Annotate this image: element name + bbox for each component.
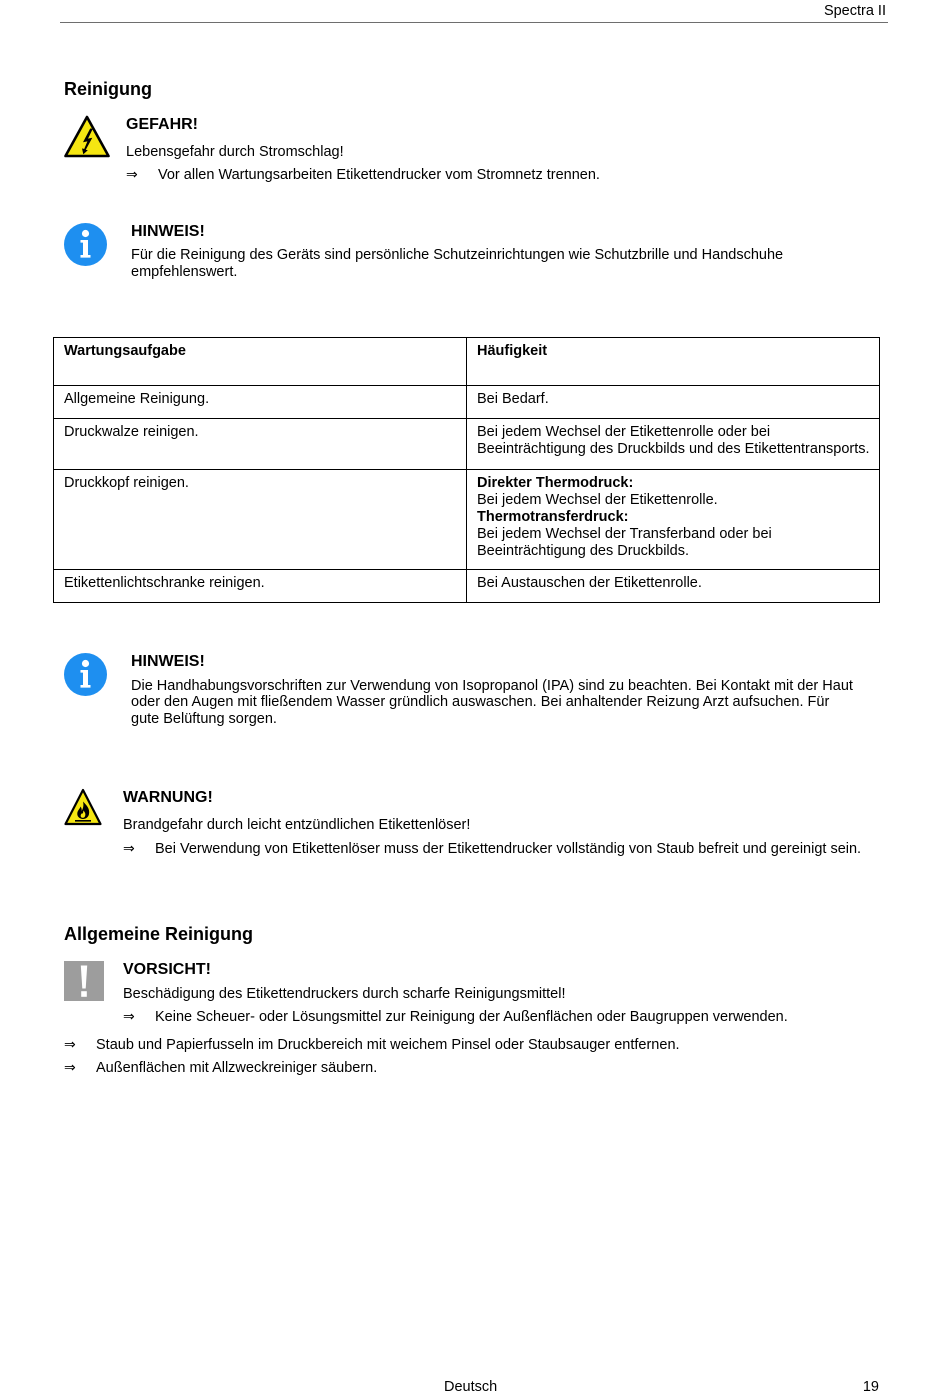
frequency-line: Beeinträchtigung des Druckbilds und des Etikettentransports. (477, 441, 870, 457)
frequency-line: Bei jedem Wechsel der Etikettenrolle oder bei (477, 424, 771, 440)
header-rule (60, 22, 888, 23)
maintenance-table (53, 337, 880, 603)
list-item: Staub und Papierfusseln im Druckbereich mit weichem Pinsel oder Staubsauger entfernen. (96, 1037, 680, 1053)
arrow-bullet: ⇒ (64, 1037, 76, 1053)
frequency-label-direct-thermal: Direkter Thermodruck: (477, 475, 634, 491)
fire-hazard-icon (64, 788, 102, 826)
table-header-row (54, 338, 880, 386)
danger-title: GEFAHR! (126, 116, 198, 133)
caution-instruction: Keine Scheuer- oder Lösungsmittel zur Reinigung der Außenflächen oder Baugruppen verwenden. (155, 1009, 788, 1025)
table-row (54, 386, 880, 419)
caution-icon (64, 961, 104, 1001)
caution-message: Beschädigung des Etikettendruckers durch scharfe Reinigungsmittel! (123, 986, 566, 1002)
danger-instruction: Vor allen Wartungsarbeiten Etikettendrucker vom Stromnetz trennen. (158, 167, 600, 183)
notice-text-line: gute Belüftung sorgen. (131, 711, 277, 727)
caution-title: VORSICHT! (123, 961, 211, 978)
notice-title: HINWEIS! (131, 653, 205, 670)
page-number: 19 (862, 1379, 879, 1395)
notice-title: HINWEIS! (131, 223, 205, 240)
frequency-cell (467, 570, 880, 603)
footer-language: Deutsch (444, 1379, 498, 1395)
task-cell: Etikettenlichtschranke reinigen. (54, 570, 467, 603)
table-row (54, 570, 880, 603)
info-icon (64, 223, 107, 266)
warning-message: Brandgefahr durch leicht entzündlichen Etikettenlöser! (123, 817, 471, 833)
frequency-cell (467, 419, 880, 470)
frequency-line: Bei Austauschen der Etikettenrolle. (477, 575, 702, 591)
danger-message: Lebensgefahr durch Stromschlag! (126, 144, 344, 160)
section-heading-general-cleaning: Allgemeine Reinigung (64, 924, 254, 944)
frequency-line: Bei jedem Wechsel der Etikettenrolle. (477, 492, 718, 508)
running-header-title: Spectra II (823, 3, 886, 19)
frequency-cell (467, 470, 880, 570)
table-row (54, 470, 880, 570)
column-header-frequency: Häufigkeit (467, 338, 880, 386)
task-cell: Druckwalze reinigen. (54, 419, 467, 470)
notice-text-line: Die Handhabungsvorschriften zur Verwendung von Isopropanol (IPA) sind zu beachten. Bei Kontakt mit der Haut (131, 678, 853, 694)
frequency-line: Bei Bedarf. (477, 391, 549, 407)
table-row (54, 419, 880, 470)
frequency-label-thermal-transfer: Thermotransferdruck: (477, 509, 629, 525)
arrow-bullet: ⇒ (126, 167, 138, 183)
section-heading-cleaning: Reinigung (64, 79, 152, 99)
list-item: Außenflächen mit Allzweckreiniger säubern. (96, 1060, 378, 1076)
warning-instruction: Bei Verwendung von Etikettenlöser muss der Etikettendrucker vollständig von Staub befreit und gereinigt sein. (155, 841, 862, 857)
task-cell: Allgemeine Reinigung. (54, 386, 467, 419)
notice-text-line: empfehlenswert. (131, 264, 238, 280)
info-icon (64, 653, 107, 696)
arrow-bullet: ⇒ (123, 841, 135, 857)
frequency-cell (467, 386, 880, 419)
electric-hazard-icon (64, 115, 110, 158)
notice-text-line: oder den Augen mit fließendem Wasser gründlich auswaschen. Bei anhaltender Reizung Arzt aufsuchen. Für (131, 694, 830, 710)
task-cell: Druckkopf reinigen. (54, 470, 467, 570)
frequency-line: Beeinträchtigung des Druckbilds. (477, 543, 689, 559)
notice-text-line: Für die Reinigung des Geräts sind persönliche Schutzeinrichtungen wie Schutzbrille und Handschuhe (131, 247, 784, 263)
column-header-task: Wartungsaufgabe (54, 338, 467, 386)
warning-title: WARNUNG! (123, 789, 213, 806)
arrow-bullet: ⇒ (123, 1009, 135, 1025)
arrow-bullet: ⇒ (64, 1060, 76, 1076)
frequency-line: Bei jedem Wechsel der Transferband oder bei (477, 526, 772, 542)
